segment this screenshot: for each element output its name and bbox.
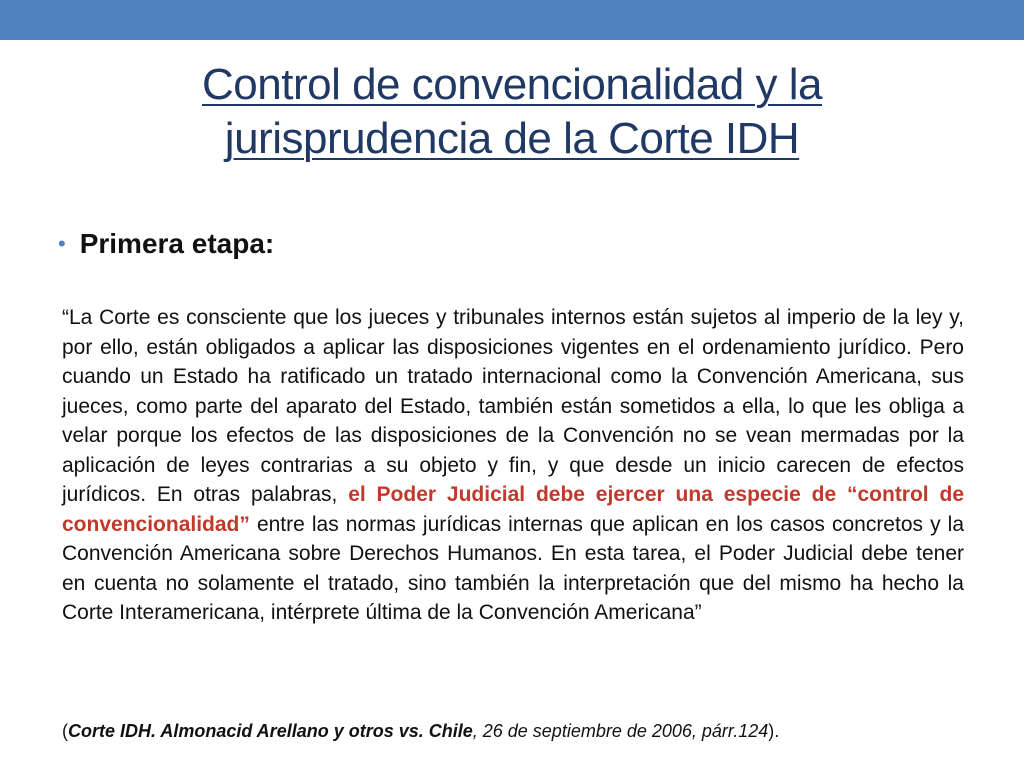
bullet-icon: • — [58, 231, 66, 256]
citation-close: ). — [768, 721, 780, 741]
citation-details: , 26 de septiembre de 2006, párr.124 — [472, 721, 769, 741]
citation — [62, 719, 964, 743]
slide-title-line-1: Control de convencionalidad y la — [202, 60, 822, 109]
bullet-text: Primera etapa: — [79, 228, 275, 259]
quote-paragraph — [62, 303, 964, 628]
bullet-primera-etapa — [58, 224, 274, 264]
quote-highlight: el Poder Judicial debe ejercer una especie de “control de convencionalidad” — [62, 483, 964, 536]
quote-text-part-2: entre las normas jurídicas internas que aplican en los casos concretos y la Convención Americana sobre Derechos Humanos. En esta tarea, el Poder Judicial debe tener en cuenta no solamente el tratado, sino también la interpretación que del mismo ha hecho la Corte Interamericana, intérprete última de la Convención Americana” — [62, 512, 964, 624]
citation-case-name: Corte IDH. Almonacid Arellano y otros vs. Chile — [68, 721, 473, 741]
quote-text-part-1: “La Corte es consciente que los jueces y tribunales internos están sujetos al imperio de la ley y, por ello, están obligados a aplicar las disposiciones vigentes en el ordenamiento jurídico. Pero cuando un Estado ha ratificado un tratado internacional como la Convención Americana, sus jueces, como parte del aparato del Estado, también están sometidos a ella, lo que les obliga a velar porque los efectos de las disposiciones de la Convención no se vean mermadas por la aplicación de leyes contrarias a su objeto y fin, y que desde un inicio carecen de efectos jurídicos. En otras palabras, — [62, 306, 964, 506]
slide-title — [60, 58, 964, 166]
top-accent-band — [0, 0, 1024, 40]
citation-open-paren: ( — [62, 721, 68, 741]
slide-title-line-2: jurisprudencia de la Corte IDH — [224, 114, 800, 163]
